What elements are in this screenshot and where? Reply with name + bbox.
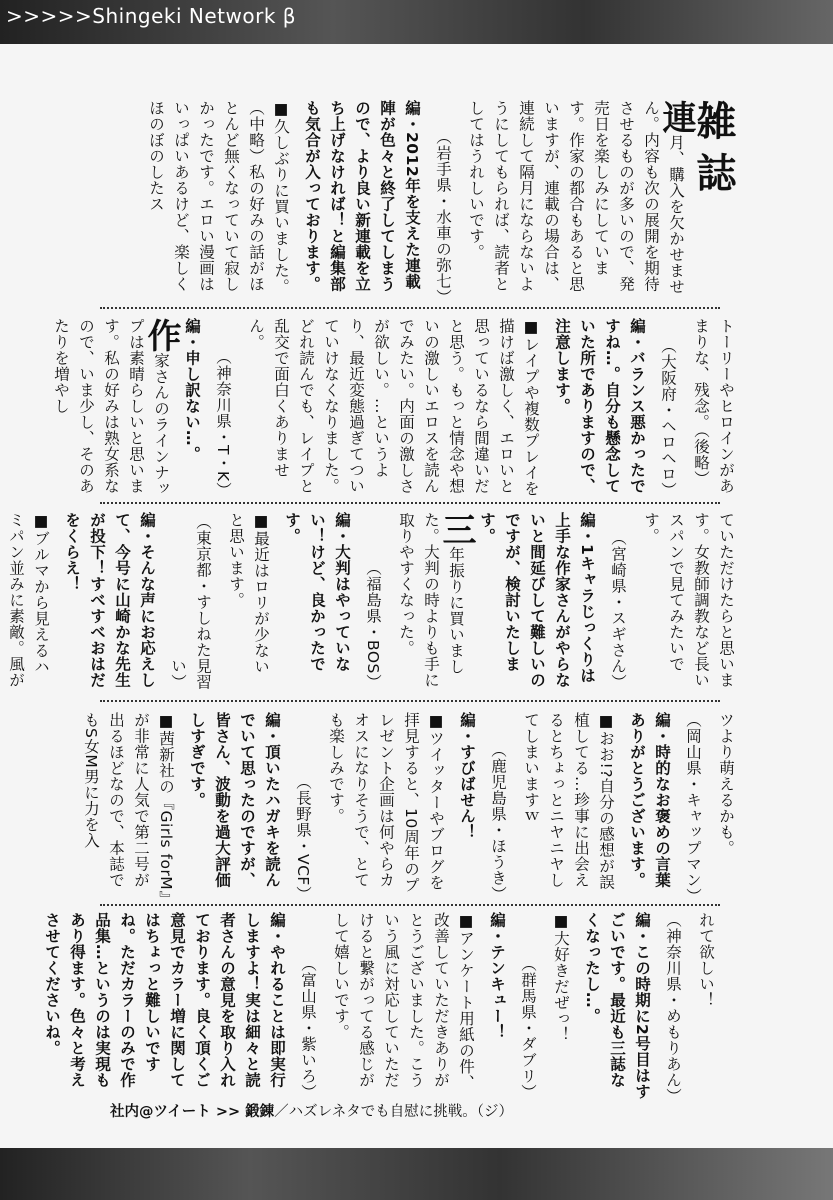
- letter-attribution: （神奈川県・めもりあん）: [664, 912, 682, 1104]
- editor-reply: 編・バランス悪かったですね…。自分も懸念していた所でありますので、注意します。: [553, 318, 646, 494]
- letter-text: ツより萌えるかも。: [717, 712, 735, 856]
- letters-section-2: [52, 318, 738, 498]
- letters-section-5: [43, 912, 718, 1104]
- editor-reply: 編・この時期に2号目はすごいです。最近も三誌なくなったし…。: [583, 912, 651, 1100]
- letter-attribution: （富山県・紫いろ）: [299, 956, 317, 1100]
- letter-text: ■レイプや複数プレイを描けば激しく、エロいと思っているなら間違いだと思う。もっと情念や想いの激しいエロスを読んでみたい。内面の激しさが欲しい。…というより、最近変態過ぎてついていけなくなりました。どれ読んでも、レイプと乱交で面白くありません。: [247, 318, 540, 497]
- letter-attribution: （宮崎県・スギさん）: [609, 530, 627, 690]
- letter-text: 家さんのラインナップは素晴らしいと思います。私の好みは熟女系なので、いま少し、そのあたりを増やし: [52, 318, 170, 497]
- editor-reply: 編・1キャラじっくりは上手な作家さんがやらないと間延びして難しいのですが、検討いたします。: [478, 512, 596, 688]
- section-divider: [100, 700, 720, 702]
- letter-text: ■大好きだぜっ！: [552, 912, 570, 1043]
- drop-initial: 三: [436, 512, 476, 547]
- letter-text: ■最近はロリが少ないと思います。: [227, 512, 270, 675]
- letter-text: 月、購入を欠かせません。内容も次の展開を期待させるものが多いので、発売日を楽しみにしています。作家の都合もあると思いますが、連載の場合は、連続して隔月にならないようにしてもられば、読者としてはうれしいです。: [467, 100, 685, 295]
- header-title: >>>>>Shingeki Network β: [6, 4, 297, 28]
- section-divider: [100, 904, 720, 906]
- drop-initial: 作: [141, 318, 181, 353]
- letter-text: ■おお!?自分の感想が誤植してる…珍事に出会えるとちょっとニヤニヤしてしまいますｗ: [522, 712, 615, 890]
- page-header: [0, 0, 833, 44]
- editor-reply: 編・やれることは即実行しますよ！実は細々と読者さんの意見を取り入れております。良く頂くご意見でカラー増に関してはちょっと難しいですね。ただカラーのみで作品集…というのは実現もあり得ます。色々と考えさせてくださいね。: [43, 912, 286, 1088]
- drop-initial: 連: [656, 100, 696, 135]
- staff-tweet-text: ／ハズレネタでも自慰に挑戦。（ジ）: [274, 1104, 513, 1120]
- letter-attribution: （群馬県・ダブリ）: [519, 956, 537, 1100]
- letter-attribution: （東京都・すしねた見習い）: [169, 514, 212, 690]
- letter-text: ■ツイッターやブログを拝見すると、10周年のプレゼント企画は何やらカオスになりそうで、とても楽しみです。: [327, 712, 445, 893]
- letter-attribution: （岩手県・水車の弥七）: [434, 129, 452, 305]
- section-divider: [100, 307, 720, 309]
- letter-text: トーリーやヒロインがあまりな、残念。（後略）: [692, 318, 735, 494]
- section-divider: [100, 502, 720, 504]
- editor-reply: 編・2012年を支えた連載陣が色々と終了してしまうので、より良い新連載を立ち上げなければ！と編集部も気合が入っております。: [303, 100, 421, 292]
- editor-reply: 編・申し訳ない…。: [183, 318, 201, 462]
- letter-attribution: （岡山県・キャップマン）: [684, 712, 702, 904]
- staff-tweet-label: 社内@ツイート >> 鍛錬: [110, 1104, 275, 1120]
- letter: [463, 100, 696, 305]
- letter-text: ていただけたらと思います。女教師調教など長いスパンで見てみたいです。: [642, 512, 735, 688]
- letter: [48, 318, 181, 498]
- letter-text: ■アンケート用紙の件、改善していただきありがとうございました。こういう風に対応していただけると繋がってる感じがして嬉しいです。: [332, 912, 475, 1091]
- letter-text: 年振りに買いました。大判の時よりも手に取りやすくなった。: [397, 512, 465, 688]
- letters-section-1: [108, 100, 738, 305]
- letters-section-4: [82, 712, 738, 904]
- editor-reply: 編・時的なお褒めの言葉ありがとうございます。: [628, 712, 671, 888]
- letter-attribution: （鹿児島県・ほうき）: [489, 742, 507, 902]
- letter-attribution: （大阪府・ヘロヘロ）: [659, 338, 677, 498]
- editor-reply: 編・そんな声にお応えして、今号に山崎かな先生が投下！すべすべおはだをくらえ！: [63, 512, 156, 688]
- editor-reply: 編・大判はやっていない！けど、良かったです。: [283, 512, 351, 672]
- letter-attribution: （福島県・BOS）: [364, 560, 382, 690]
- letter-attribution: （神奈川県・T・K）: [214, 349, 232, 498]
- editor-reply: 編・すびばせん！: [458, 712, 476, 840]
- letter-text: ■茜新社の『Girls forM』が非常に人気で第二号が出るほどなので、本誌でもS女M男に力を入: [82, 712, 175, 899]
- letter-text: れて欲しい！: [697, 912, 715, 1008]
- page-footer: [0, 1148, 833, 1200]
- letters-section-3: [7, 512, 738, 690]
- section-title: 雑誌: [690, 100, 737, 204]
- editor-reply: 編・テンキュー！: [488, 912, 506, 1040]
- staff-tweet: [110, 1100, 513, 1121]
- letter-text: ■ブルマから見えるハミパン並みに素敵。風が: [7, 512, 50, 688]
- editor-reply: 編・頂いたハガキを読んでいて思ったのですが、皆さん、波動を過大評価しすぎです。: [188, 712, 281, 888]
- letter-attribution: （長野県・VCF）: [294, 774, 312, 902]
- letter: [393, 512, 476, 690]
- letter-text: ■久しぶりに買いました。（中略）私の好みの話がほとんど無くなっていて寂しかったです。エロい漫画はいっぱいあるけど、楽しくほのぼのしたス: [147, 100, 290, 295]
